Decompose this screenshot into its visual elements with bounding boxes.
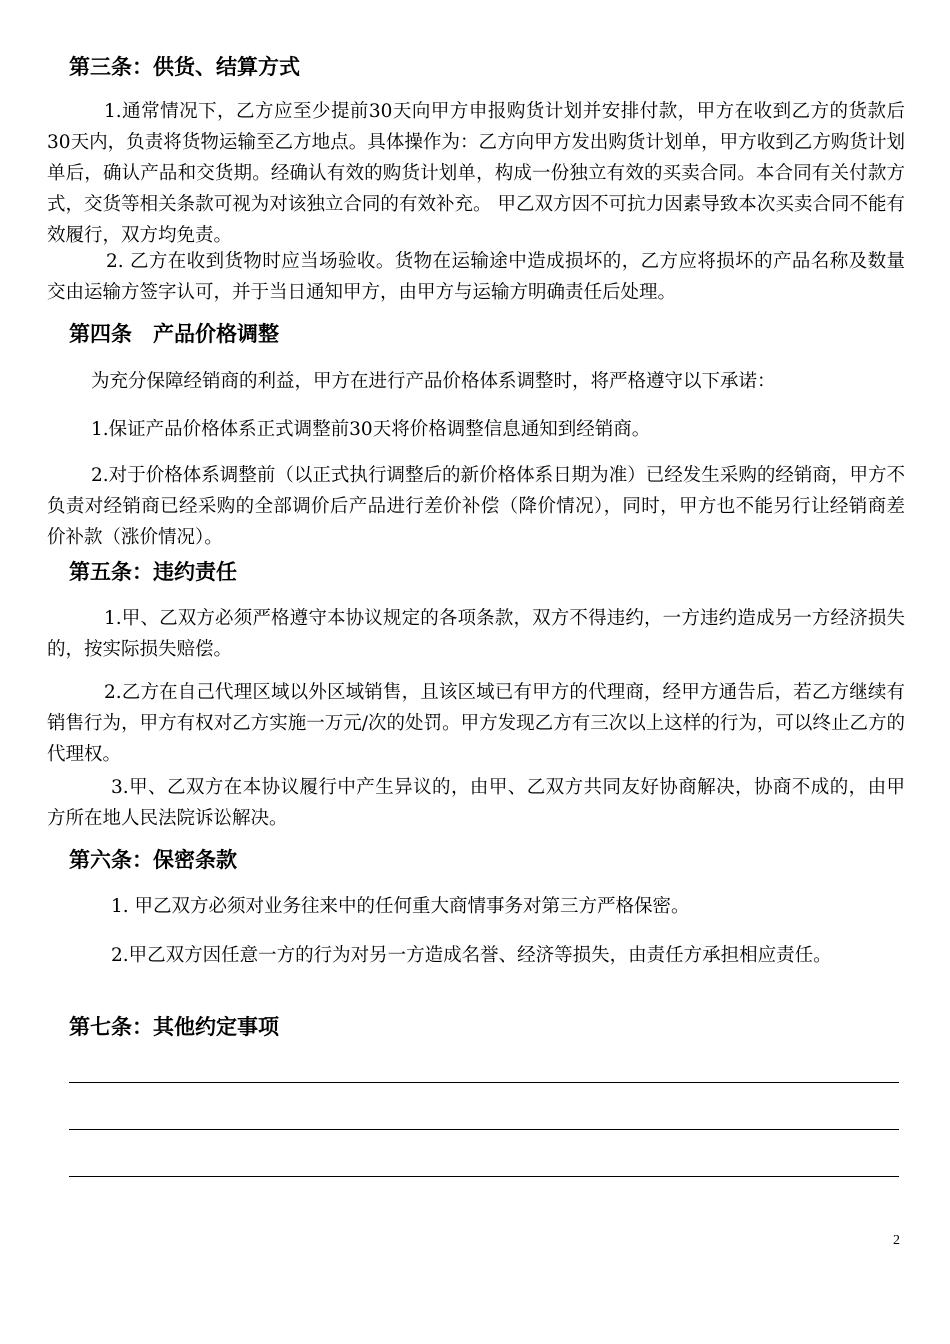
section-5-paragraph-1: 1.甲、乙双方必须严格遵守本协议规定的各项条款，双方不得违约，一方违约造成另一方经济损失的，按实际损失赔偿。 [47, 608, 905, 660]
blank-line-3 [69, 1176, 899, 1177]
section-5-paragraph-3: 3.甲、乙双方在本协议履行中产生异议的，由甲、乙双方共同友好协商解决，协商不成的，由甲方所在地人民法院诉讼解决。 [47, 777, 905, 829]
section-5-heading: 第五条：违约责任 [69, 560, 237, 584]
section-3-paragraph-2: 2. 乙方在收到货物时应当场验收。货物在运输途中造成损坏的，乙方应将损坏的产品名称及数量交由运输方签字认可，并于当日通知甲方，由甲方与运输方明确责任后处理。 [47, 251, 905, 303]
section-4-paragraph-1: 为充分保障经销商的利益，甲方在进行产品价格体系调整时，将严格遵守以下承诺： [91, 371, 776, 392]
section-6-paragraph-1: 1. 甲乙双方必须对业务往来中的任何重大商情事务对第三方严格保密。 [111, 896, 690, 917]
section-4-paragraph-2: 1.保证产品价格体系正式调整前30天将价格调整信息通知到经销商。 [91, 419, 651, 440]
section-7-heading: 第七条：其他约定事项 [69, 1015, 279, 1039]
blank-line-2 [69, 1129, 899, 1130]
section-4-paragraph-3: 2.对于价格体系调整前（以正式执行调整后的新价格体系日期为准）已经发生采购的经销商，甲方不负责对经销商已经采购的全部调价后产品进行差价补偿（降价情况），同时，甲方也不能另行让经销商差价补款（涨价情况）。 [47, 465, 905, 548]
section-6-heading: 第六条：保密条款 [69, 848, 237, 872]
page-number: 2 [893, 1233, 900, 1248]
blank-line-1 [69, 1082, 899, 1083]
section-5-paragraph-2: 2.乙方在自己代理区域以外区域销售，且该区域已有甲方的代理商，经甲方通告后，若乙方继续有销售行为，甲方有权对乙方实施一万元/次的处罚。甲方发现乙方有三次以上这样的行为，可以终止乙方的代理权。 [47, 682, 905, 765]
section-3-heading: 第三条：供货、结算方式 [69, 55, 300, 79]
section-4-heading: 第四条 产品价格调整 [69, 322, 279, 346]
section-6-paragraph-2: 2.甲乙双方因任意一方的行为对另一方造成名誉、经济等损失，由责任方承担相应责任。 [111, 945, 832, 966]
section-3-paragraph-1: 1.通常情况下，乙方应至少提前30天向甲方申报购货计划并安排付款，甲方在收到乙方的货款后30天内，负责将货物运输至乙方地点。具体操作为：乙方向甲方发出购货计划单，甲方收到乙方购货计划单后，确认产品和交货期。经确认有效的购货计划单，构成一份独立有效的买卖合同。本合同有关付款方式，交货等相关条款可视为对该独立合同的有效补充。 甲乙双方因不可抗力因素导致本次买卖合同不能有效履行，双方均免责。 [47, 101, 905, 246]
